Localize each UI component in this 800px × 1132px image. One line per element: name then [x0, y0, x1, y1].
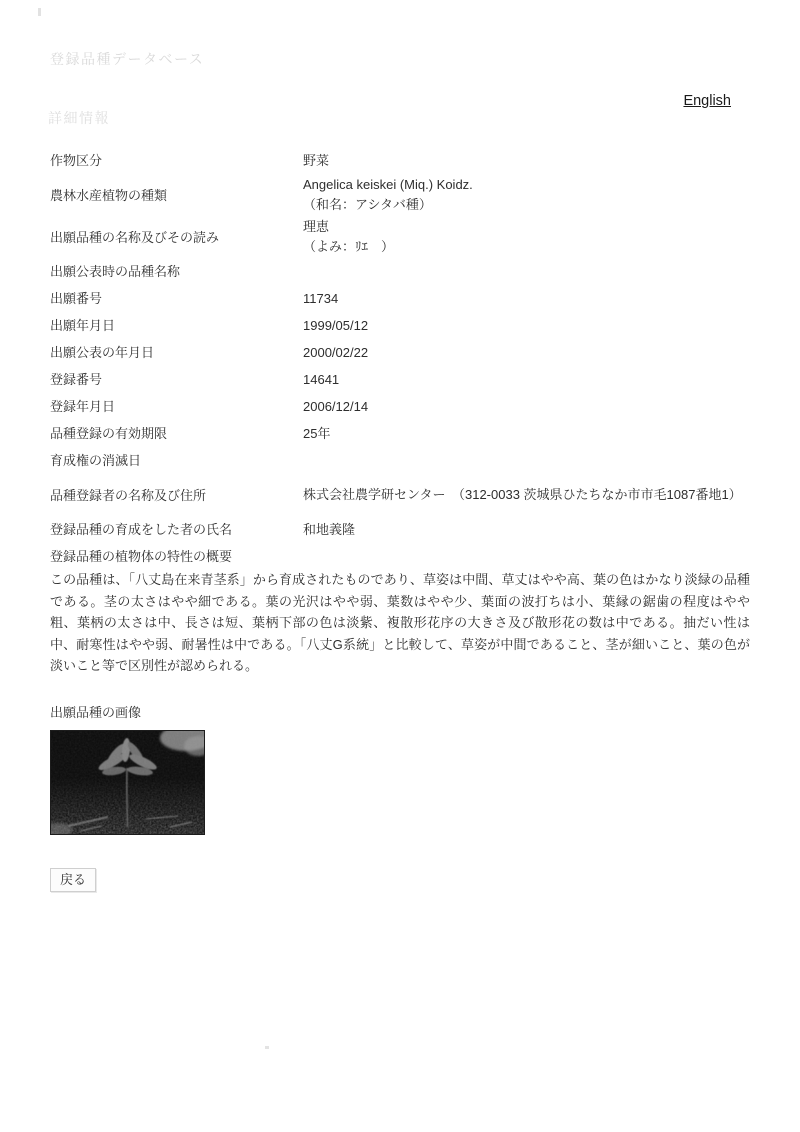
summary-text: この品種は、「八丈島在来青茎系」から育成されたものであり、草姿は中間、草丈はやや高、葉の色はかなり淡緑の品種である。茎の太さはやや細である。葉の光沢はやや弱、葉数はやや少、葉面の波打ちは小、葉縁の鋸歯の程度はやや粗、葉柄の太さは中、長さは短、葉柄下部の色は淡紫、複散形花序の大きさ及び散形花の数は中である。抽だい性は中、耐寒性はやや弱、耐暑性は中である。「八丈G系統」と比較して、草姿が中間であること、茎が細いこと、葉の色が淡いこと等で区別性が認められる。 [50, 572, 750, 673]
row-label: 農林水産植物の種類 [50, 187, 168, 203]
summary-heading: 登録品種の植物体の特性の概要 [50, 548, 233, 564]
row-label: 出願年月日 [50, 318, 116, 333]
site-title: 登録品種データベース [50, 51, 205, 67]
row-value: 11734 [303, 290, 339, 306]
row-value: 2000/02/22 [303, 344, 369, 360]
row-label: 出願公表の年月日 [50, 345, 155, 360]
english-language-link[interactable]: English [683, 93, 731, 109]
row-label: 作物区分 [50, 153, 103, 168]
row-value: 14641 [303, 371, 340, 387]
row-value: 和地義隆 [303, 521, 356, 537]
scan-artifact [265, 1046, 269, 1049]
row-value: 野菜 [303, 152, 330, 168]
table-row-registrant-name-address [50, 474, 750, 516]
table-row-publication-date [50, 339, 750, 366]
section-title: 詳細情報 [48, 110, 110, 126]
variety-image-heading: 出願品種の画像 [50, 704, 142, 720]
table-row-application-number [50, 285, 750, 312]
table-row-breeder-name [50, 516, 750, 543]
table-row-validity-period [50, 420, 750, 447]
detail-table [50, 147, 750, 892]
row-value [303, 175, 750, 215]
row-label: 出願番号 [50, 291, 103, 306]
row-value: 1999/05/12 [303, 317, 369, 333]
table-row-registration-date [50, 393, 750, 420]
table-row-registration-number [50, 366, 750, 393]
table-row-application-date [50, 312, 750, 339]
row-label: 品種登録者の名称及び住所 [50, 487, 207, 503]
back-button[interactable]: 戻る [50, 868, 96, 892]
row-value: 25年 [303, 425, 331, 441]
row-value-line1: Angelica keiskei (Miq.) Koidz. [303, 177, 473, 192]
table-row-variety-name [50, 216, 750, 258]
row-value-line1: 理恵 [303, 219, 330, 234]
row-label: 品種登録の有効期限 [50, 426, 168, 441]
row-label: 出願品種の名称及びその読み [50, 229, 220, 245]
row-value-line2: （和名：アシタバ種） [303, 197, 432, 212]
row-label: 出願公表時の品種名称 [50, 264, 181, 279]
row-label: 登録番号 [50, 372, 103, 387]
row-label: 育成権の消滅日 [50, 453, 142, 468]
table-row-published-name [50, 258, 750, 285]
row-value-line2: （よみ：ﾘｴ ） [303, 239, 395, 254]
table-row-right-expiration-date [50, 447, 750, 474]
row-value: 株式会社農学研センター （312-0033 茨城県ひたちなか市市毛1087番地1） [303, 487, 742, 502]
table-row-plant-species [50, 174, 750, 216]
variety-photo [50, 730, 205, 835]
row-label: 登録品種の育成をした者の氏名 [50, 522, 233, 537]
row-label: 登録年月日 [50, 399, 116, 414]
scan-artifact [38, 8, 41, 16]
table-row-crop-category [50, 147, 750, 174]
row-value [303, 217, 750, 257]
plant-photo-image [50, 730, 205, 835]
row-value: 2006/12/14 [303, 398, 369, 414]
